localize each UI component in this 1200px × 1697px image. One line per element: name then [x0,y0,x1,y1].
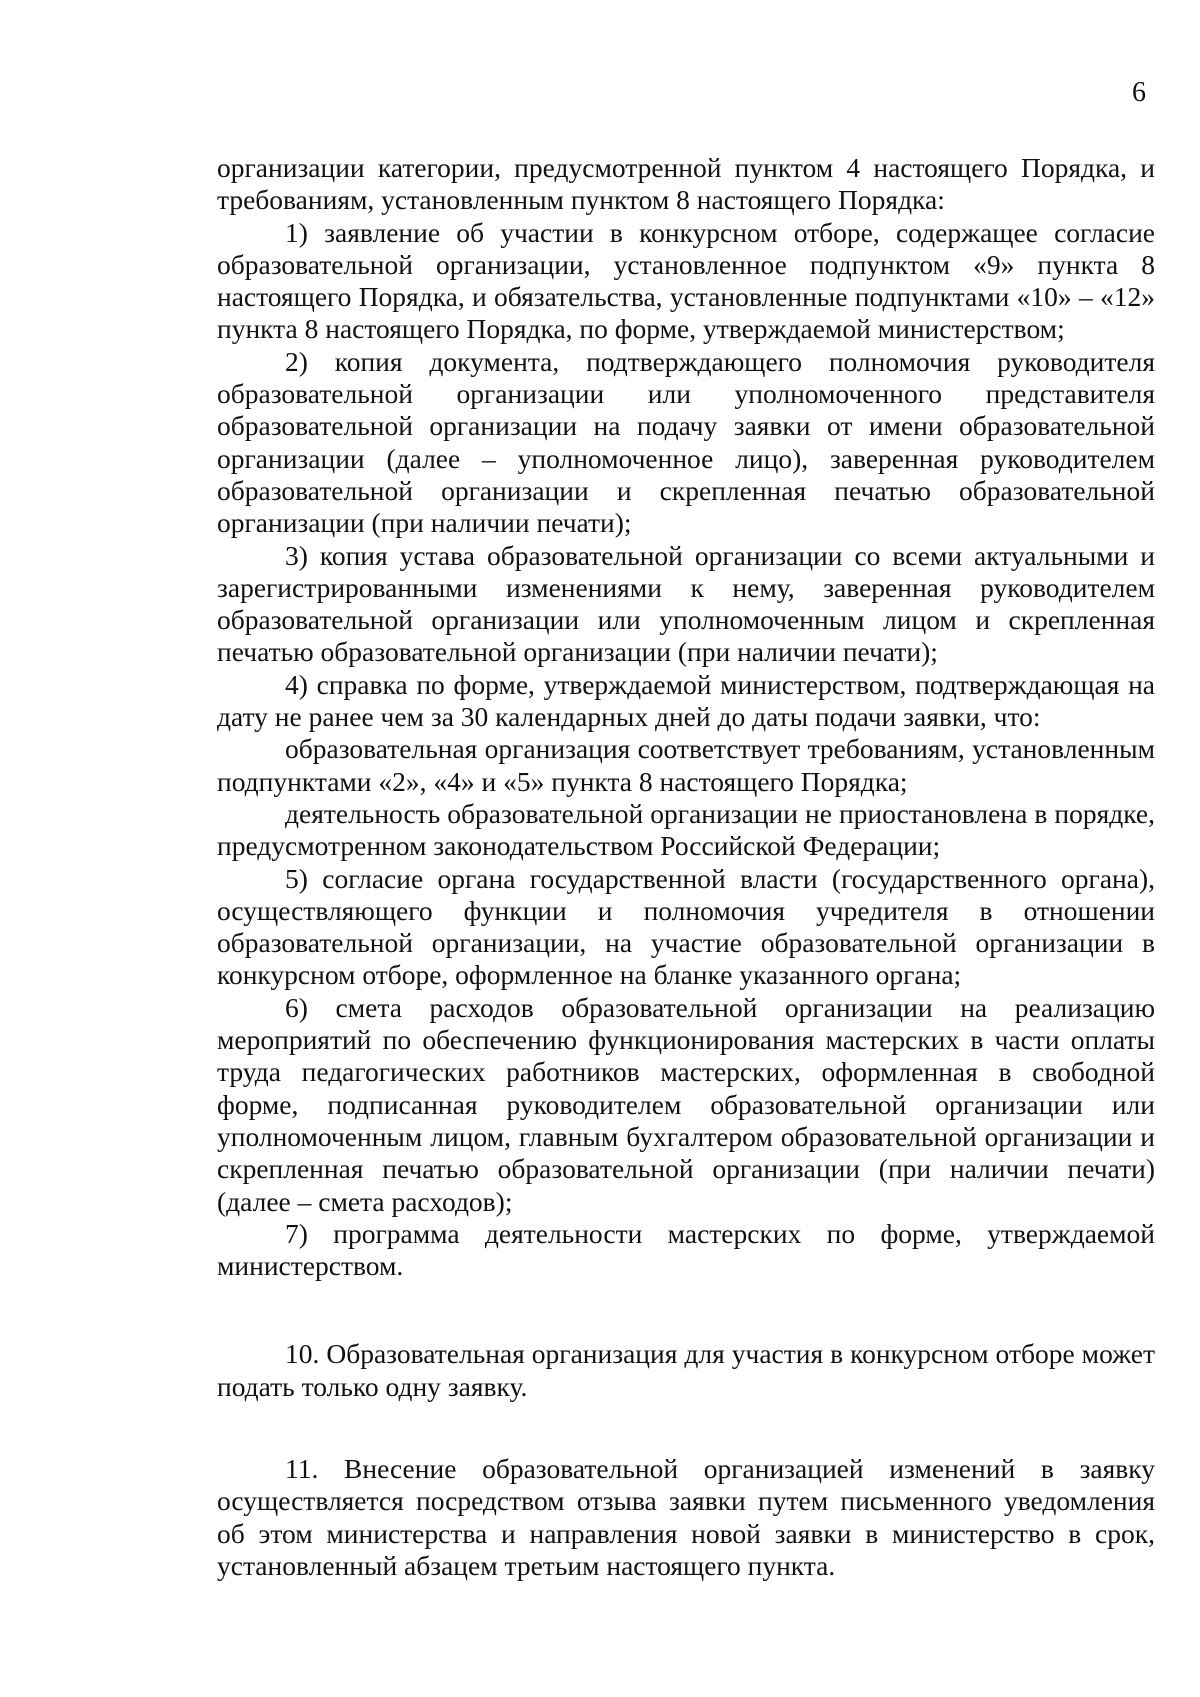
list-item-4-sub-compliance: образовательная организация соответствует требованиям, установленным подпунктами «2», «4» и «5» пункта 8 настоящего Порядка; [217,733,1155,797]
list-item-1-application: 1) заявление об участии в конкурсном отборе, содержащее согласие образовательной организации, установленное подпунктом «9» пункта 8 настоящего Порядка, и обязательства, установленные подпунктами «10» – «12» пункта 8 настоящего Порядка, по форме, утверждаемой министерством; [217,216,1155,345]
list-item-5-founder-consent: 5) согласие органа государственной власти (государственного органа), осуществляющего функции и полномочия учредителя в отношении образовательной организации, на участие образовательной организации в конкурсном отборе, оформленное на бланке указанного органа; [217,862,1155,991]
section-10: 10. Образовательная организация для участия в конкурсном отборе может подать только одну заявку. [217,1338,1155,1402]
document-body [217,152,1155,1582]
list-item-6-cost-estimate: 6) смета расходов образовательной организации на реализацию мероприятий по обеспечению функционирования мастерских в части оплаты труда педагогических работников мастерских, оформленная в свободной форме, подписанная руководителем образовательной организации или уполномоченным лицом, главным бухгалтером образовательной организации и скрепленная печатью образовательной организации (при наличии печати) (далее – смета расходов); [217,991,1155,1217]
paragraph-intro: организации категории, предусмотренной пунктом 4 настоящего Порядка, и требованиям, установленным пунктом 8 настоящего Порядка: [217,152,1155,216]
section-11: 11. Внесение образовательной организацией изменений в заявку осуществляется посредством отзыва заявки путем письменного уведомления об этом министерства и направления новой заявки в министерство в срок, установленный абзацем третьим настоящего пункта. [217,1452,1155,1581]
list-item-2-authority-copy: 2) копия документа, подтверждающего полномочия руководителя образовательной организации или уполномоченного представителя образовательной организации на подачу заявки от имени образовательной организации (далее – уполномоченное лицо), заверенная руководителем образовательной организации и скрепленная печатью образовательной организации (при наличии печати); [217,345,1155,539]
list-item-3-charter-copy: 3) копия устава образовательной организации со всеми актуальными и зарегистрированными изменениями к нему, заверенная руководителем образовательной организации или уполномоченным лицом и скрепленная печатью образовательной организации (при наличии печати); [217,539,1155,668]
page-number: 6 [1132,77,1146,108]
list-item-4-sub-not-suspended: деятельность образовательной организации не приостановлена в порядке, предусмотренном законодательством Российской Федерации; [217,797,1155,862]
list-item-7-program: 7) программа деятельности мастерских по форме, утверждаемой министерством. [217,1217,1155,1282]
list-item-4-certificate: 4) справка по форме, утверждаемой министерством, подтверждающая на дату не ранее чем за 30 календарных дней до даты подачи заявки, что: [217,668,1155,733]
